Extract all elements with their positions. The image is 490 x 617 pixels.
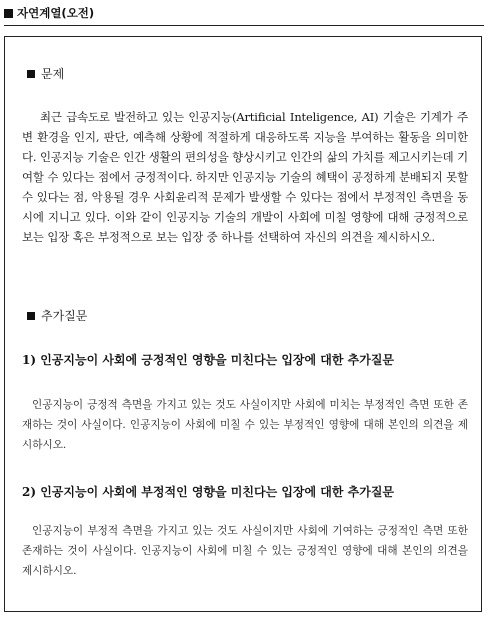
page-title: 자연계열(오전) <box>17 6 95 20</box>
square-bullet-icon <box>4 9 13 18</box>
question-1-text: 인공지능이 긍정적 측면을 가지고 있는 것도 사실이지만 사회에 미치는 부정적인 측면 또한 존재하는 것이 사실이다. 인공지능이 사회에 미칠 수 있는 부정적인 영향에 대해 본인의 의견을 제시하시오. <box>22 399 468 451</box>
header-divider <box>4 25 484 26</box>
problem-text: 최근 급속도로 발전하고 있는 인공지능(Artificial Inteligence, AI) 기술은 기계가 주변 환경을 인지, 판단, 예측해 상황에 적절하게 대응하도록 지능을 부여하는 활동을 의미한다. 인공지능 기술은 인간 생활의 편의성을 향상시키고 인간의 삶의 가치를 제고시키는데 기여할 수 있다는 점에서 긍정적이다. 하지만 인공지능 기술의 혜택이 공정하게 분배되지 못할 수 있다는 점, 악용될 경우 사회윤리적 문제가 발생할 수 있다는 점에서 부정적인 측면을 동시에 지니고 있다. 이와 같이 인공지능 기술의 개발이 사회에 미칠 영향에 대해 긍정적으로 보는 입장 혹은 부정적으로 보는 입장 중 하나를 선택하여 자신의 의견을 제시하시오. <box>22 110 468 244</box>
question-2-text: 인공지능이 부정적 측면을 가지고 있는 것도 사실이지만 사회에 기여하는 긍정적인 측면 또한 존재하는 것이 사실이다. 인공지능이 사회에 미칠 수 있는 긍정적인 영향에 대해 본인의 의견을 제시하시오. <box>22 525 468 577</box>
question-box <box>4 36 482 612</box>
question-2-heading: 2) 인공지능이 사회에 부정적인 영향을 미친다는 입장에 대한 추가질문 <box>22 485 395 499</box>
square-bullet-icon <box>27 312 35 320</box>
additional-section-title <box>27 307 87 324</box>
problem-section-title <box>27 65 64 82</box>
square-bullet-icon <box>27 70 35 78</box>
question-1-heading: 1) 인공지능이 사회에 긍정적인 영향을 미친다는 입장에 대한 추가질문 <box>22 353 395 367</box>
additional-label: 추가질문 <box>41 309 88 323</box>
page-header <box>4 5 94 21</box>
problem-label: 문제 <box>41 67 65 81</box>
